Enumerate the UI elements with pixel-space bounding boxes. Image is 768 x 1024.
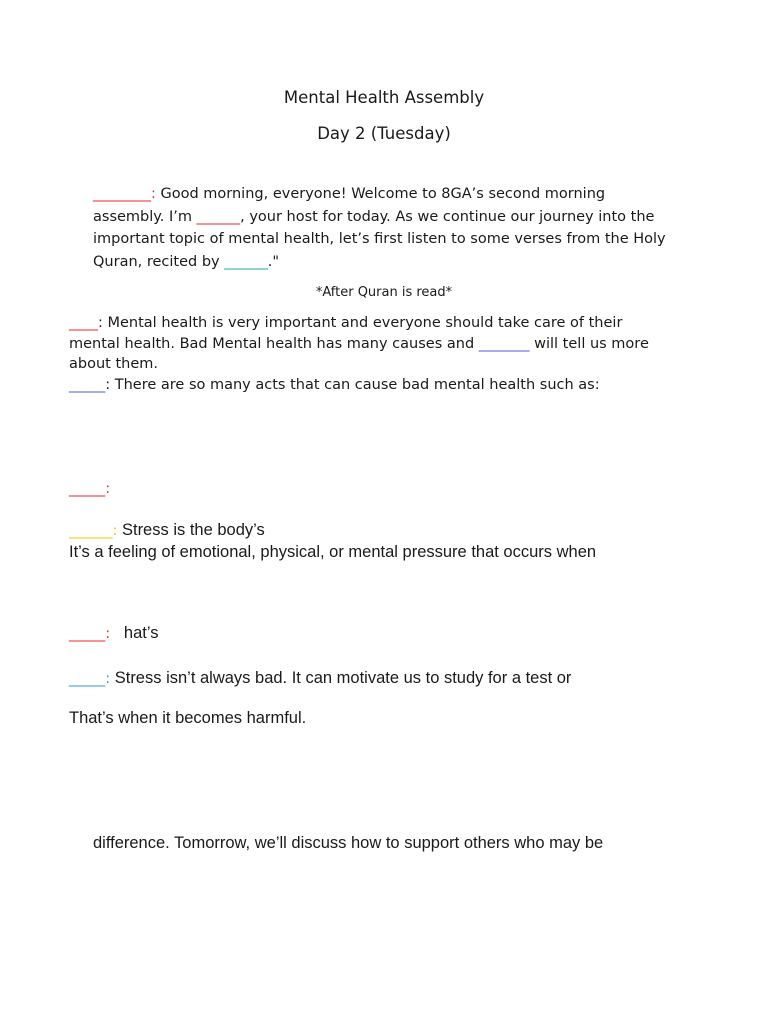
stress-text-1: Stress is the body’s xyxy=(117,521,265,539)
intro-line-1 xyxy=(93,183,666,206)
intro-paragraph xyxy=(93,183,666,273)
mh-line-3: about them. xyxy=(69,356,158,372)
speaker-6-text: hat’s xyxy=(110,624,159,642)
harmful-line: That’s when it becomes harmful. xyxy=(69,709,307,727)
closing-line: difference. Tomorrow, we’ll discuss how to support others who may be xyxy=(93,834,604,852)
intro-text-4a: Quran, recited by xyxy=(93,253,225,270)
mental-health-paragraph xyxy=(69,313,649,395)
speaker-5-blank: ______ xyxy=(69,523,113,539)
speaker-4-colon: : xyxy=(105,481,111,497)
speaker-4-blank: _____ xyxy=(69,481,106,497)
speaker-6-colon: : xyxy=(105,626,111,642)
speaker-7-line xyxy=(69,668,571,690)
host-intro-blank: ______ xyxy=(196,208,241,225)
stress-paragraph xyxy=(69,520,596,563)
host-name-blank: ________ xyxy=(93,186,151,202)
mh-line-2 xyxy=(69,334,649,355)
mh-line-1 xyxy=(69,313,649,334)
intro-text-2a: assembly. I’m xyxy=(93,208,197,225)
causes-text: : There are so many acts that can cause bad mental health such as: xyxy=(105,376,600,393)
intro-text-1: Good morning, everyone! Welcome to 8GA’s second morning xyxy=(155,186,606,202)
page-subtitle: Day 2 (Tuesday) xyxy=(317,124,451,143)
mh-text-1: : Mental health is very important and everyone should take care of their xyxy=(98,315,623,331)
mh-text-2a: mental health. Bad Mental health has many causes and xyxy=(69,335,479,352)
speaker-2-blank: ____ xyxy=(69,315,98,331)
intro-line-4 xyxy=(93,251,666,274)
mh-line-4 xyxy=(69,375,649,396)
intro-line-3: important topic of mental health, let’s first listen to some verses from the Holy xyxy=(93,231,666,247)
stage-direction: *After Quran is read* xyxy=(315,285,453,300)
speaker-7-blank: _____ xyxy=(69,671,106,687)
speaker-6-blank: _____ xyxy=(69,626,106,642)
speaker-6-line xyxy=(69,623,158,645)
intro-line-2 xyxy=(93,206,666,229)
speaker-4-line xyxy=(69,478,110,501)
intro-text-4b: ." xyxy=(267,253,280,270)
speaker-5-colon: : xyxy=(112,523,118,539)
speaker-3-blank: _____ xyxy=(69,376,106,393)
next-speaker-blank: _______ xyxy=(478,335,530,352)
speaker-7-text: Stress isn’t always bad. It can motivate us to study for a test or xyxy=(110,669,572,687)
page-title: Mental Health Assembly xyxy=(283,88,485,107)
stress-line-2: It’s a feeling of emotional, physical, or mental pressure that occurs when xyxy=(69,543,597,561)
speaker-7-colon: : xyxy=(105,671,111,687)
host-colon: : xyxy=(151,186,156,202)
stress-line-1 xyxy=(69,520,596,542)
reciter-blank: ______ xyxy=(224,253,268,270)
mh-text-2b: will tell us more xyxy=(529,335,649,352)
intro-text-2b: , your host for today. As we continue our journey into the xyxy=(240,208,655,225)
